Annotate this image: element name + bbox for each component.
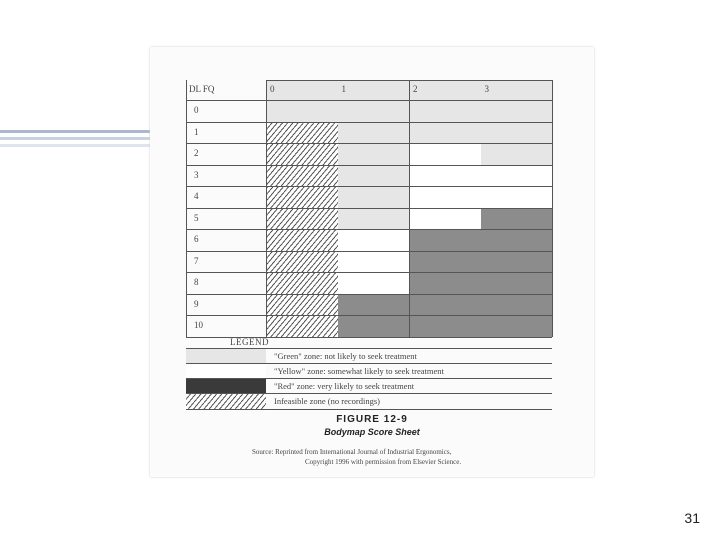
zone-cell: [266, 165, 338, 187]
row-label: 1: [194, 126, 199, 137]
zone-cell: [481, 143, 553, 165]
zone-cell: [338, 272, 410, 294]
scanned-figure: [150, 47, 594, 477]
zone-cell: [338, 143, 410, 165]
figure-subtitle: Bodymap Score Sheet: [324, 427, 420, 437]
source-line-2: Copyright 1996 with permission from Elsevier Science.: [305, 458, 462, 466]
zone-cell: [481, 186, 553, 208]
zone-cell: [409, 122, 481, 144]
row-label: 9: [194, 298, 199, 309]
grid-line: [186, 100, 552, 101]
row-label: 8: [194, 277, 199, 287]
zone-cell: [266, 251, 338, 273]
row-label: 3: [194, 169, 199, 180]
legend-swatch: [186, 349, 266, 364]
legend-text: "Green" zone: not likely to seek treatment: [274, 351, 417, 361]
zone-cell: [338, 315, 410, 337]
grid-line: [552, 80, 553, 337]
zone-cell: [338, 251, 410, 273]
figure-source: [252, 447, 461, 467]
zone-cell: [266, 122, 338, 144]
accent-line: [0, 144, 150, 147]
figure-title: FIGURE 12-9: [336, 414, 408, 425]
zone-cell: [409, 272, 481, 294]
legend-title: LEGEND: [230, 337, 269, 347]
zone-cell: [409, 229, 481, 251]
legend-item: [186, 348, 552, 364]
row-label: 0: [194, 105, 199, 115]
decorative-accent-lines: [0, 0, 160, 160]
zone-cell: [481, 229, 553, 251]
legend-text: Infeasible zone (no recordings): [274, 396, 380, 406]
zone-cell: [266, 143, 338, 165]
zone-cell: [409, 208, 481, 230]
zone-cell: [409, 251, 481, 273]
row-label: 4: [194, 191, 199, 201]
zone-cell: [266, 100, 338, 122]
zone-cell: [266, 294, 338, 316]
slide-number: 31: [684, 510, 700, 526]
zone-cell: [481, 315, 553, 337]
zone-cell: [338, 186, 410, 208]
grid-line: [266, 80, 552, 81]
zone-cell: [338, 229, 410, 251]
zone-cell: [481, 165, 553, 187]
zone-cell: [266, 229, 338, 251]
zone-cell: [481, 100, 553, 122]
zone-cell: [266, 272, 338, 294]
grid-line: [186, 272, 552, 273]
zone-cell: [338, 294, 410, 316]
row-label: 6: [194, 234, 199, 244]
zone-cell: [409, 186, 481, 208]
row-label: 7: [194, 255, 199, 266]
column-header: 0: [270, 84, 275, 94]
grid-line: [186, 229, 552, 230]
grid-line: [186, 315, 552, 316]
row-label: 2: [194, 148, 199, 158]
grid-line: [186, 186, 552, 187]
source-line-1: Source: Reprinted from International Journal of Industrial Ergonomics,: [252, 448, 452, 456]
zone-cell: [338, 165, 410, 187]
zone-cell: [481, 294, 553, 316]
column-header: 3: [484, 84, 489, 94]
column-header: 1: [341, 84, 346, 94]
zone-cell: [409, 143, 481, 165]
legend-text: "Yellow" zone: somewhat likely to seek treatment: [274, 366, 444, 376]
column-header: 2: [413, 84, 418, 94]
zone-cell: [266, 208, 338, 230]
grid-line: [186, 208, 552, 209]
zone-cell: [338, 208, 410, 230]
score-grid: [186, 80, 552, 332]
accent-line: [0, 137, 150, 140]
grid-line: [186, 122, 552, 123]
legend-swatch: [186, 394, 266, 409]
row-label: 5: [194, 212, 199, 223]
legend-text: "Red" zone: very likely to seek treatment: [274, 381, 415, 391]
legend-item: [186, 393, 552, 410]
legend-item: [186, 378, 552, 394]
grid-line: [186, 251, 552, 252]
zone-cell: [481, 122, 553, 144]
row-label: 10: [194, 320, 203, 330]
grid-line: [186, 165, 552, 166]
zone-cell: [338, 100, 410, 122]
legend-swatch: [186, 379, 266, 394]
zone-cell: [338, 122, 410, 144]
legend-item: [186, 363, 552, 379]
zone-cell: [481, 251, 553, 273]
zone-cell: [409, 165, 481, 187]
grid-line: [186, 143, 552, 144]
corner-label: DL FQ: [189, 84, 215, 94]
legend-swatch: [186, 364, 266, 379]
accent-line: [0, 130, 155, 133]
zone-cell: [409, 100, 481, 122]
zone-cell: [266, 186, 338, 208]
grid-line: [186, 294, 552, 295]
zone-cell: [409, 315, 481, 337]
zone-cell: [481, 272, 553, 294]
zone-cell: [266, 315, 338, 337]
zone-cell: [481, 208, 553, 230]
zone-cell: [409, 294, 481, 316]
